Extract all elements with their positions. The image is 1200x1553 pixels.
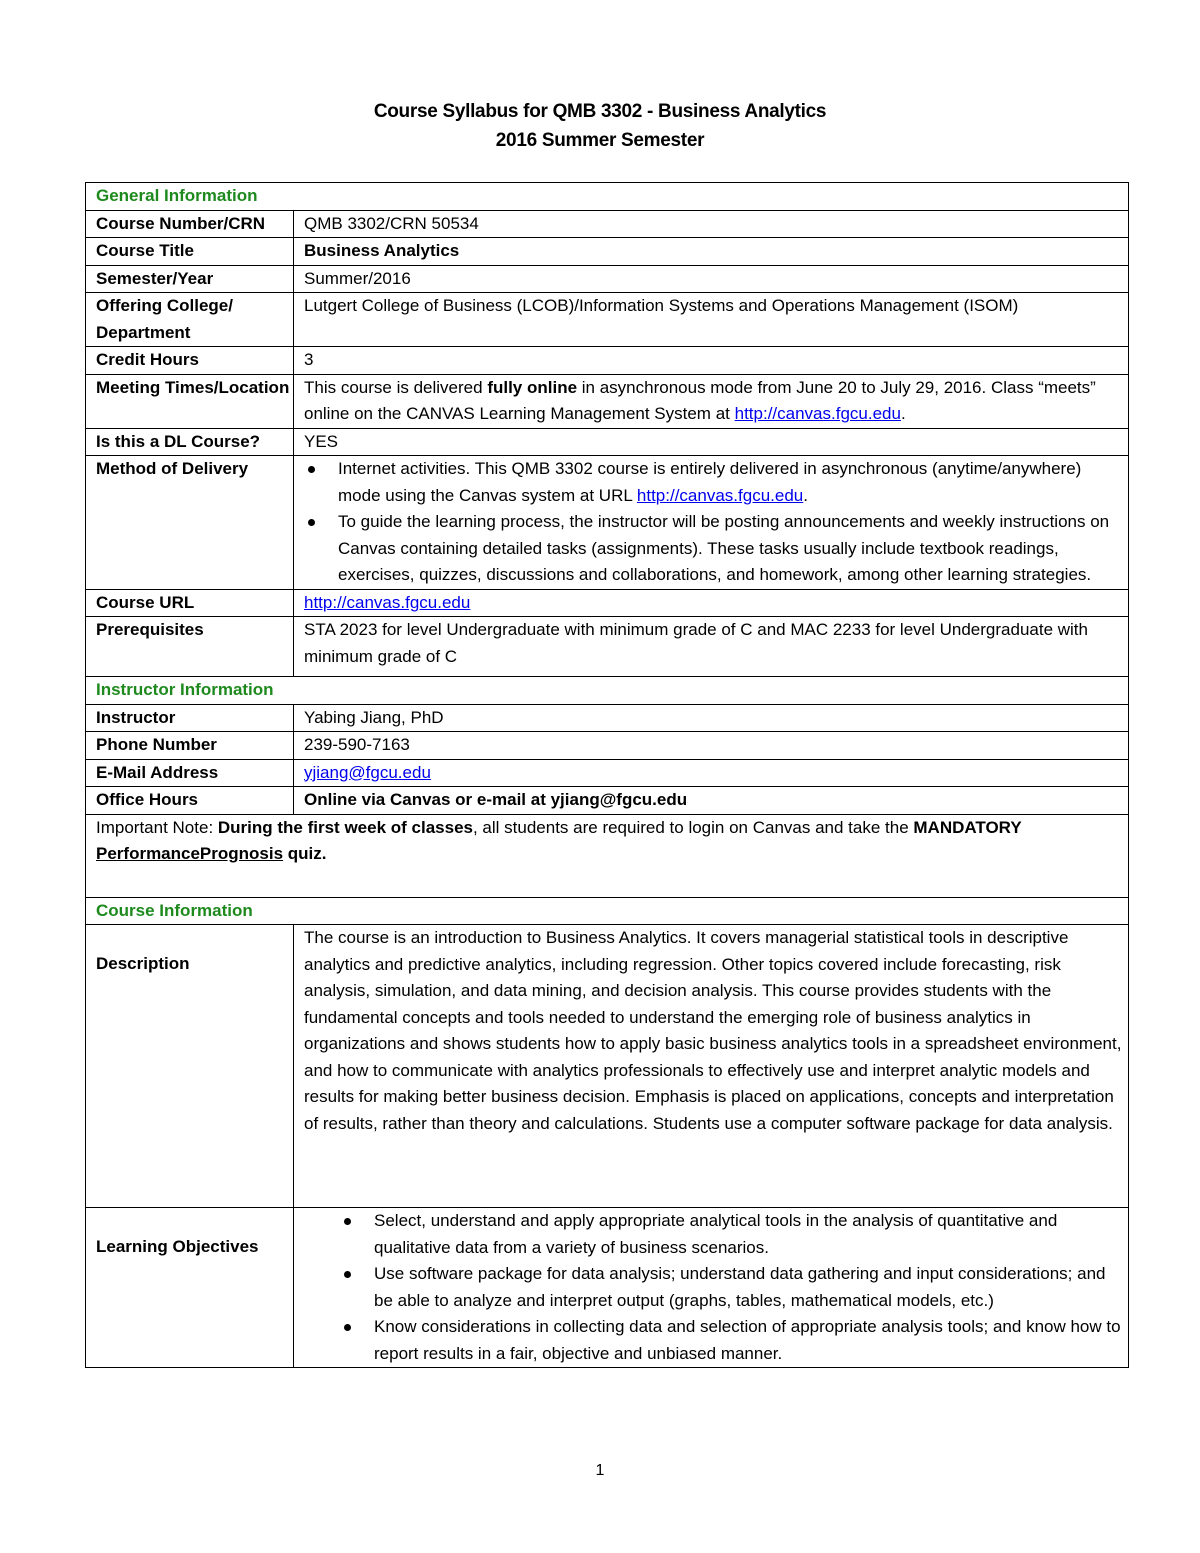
row-value <box>294 589 1129 617</box>
objectives-list <box>304 1208 1128 1367</box>
row-value: Online via Canvas or e-mail at yjiang@fgcu.edu <box>294 787 1129 815</box>
row-prerequisites <box>86 617 1129 677</box>
row-value <box>294 456 1129 590</box>
row-course-url <box>86 589 1129 617</box>
section-general-information <box>86 183 1129 211</box>
delivery-list <box>304 456 1128 589</box>
row-office-hours <box>86 787 1129 815</box>
important-note <box>86 814 1129 897</box>
row-value: Yabing Jiang, PhD <box>294 704 1129 732</box>
section-course-information <box>86 897 1129 925</box>
row-label: Semester/Year <box>86 265 294 293</box>
note-quiz-name: PerformancePrognosis <box>96 844 284 863</box>
row-label <box>86 925 294 1208</box>
canvas-link[interactable]: http://canvas.fgcu.edu <box>734 404 901 423</box>
row-label: Office Hours <box>86 787 294 815</box>
note-bold: During the first week of classes <box>217 817 473 837</box>
page-title: Course Syllabus for QMB 3302 - Business Analytics <box>373 101 827 122</box>
row-instructor <box>86 704 1129 732</box>
row-label: Credit Hours <box>86 347 294 375</box>
meeting-end: . <box>900 404 906 423</box>
page-subtitle: 2016 Summer Semester <box>495 130 705 151</box>
meeting-bold: fully online <box>487 377 578 397</box>
row-value: 3 <box>294 347 1129 375</box>
canvas-link[interactable]: http://canvas.fgcu.edu <box>636 485 804 505</box>
list-item: To guide the learning process, the instructor will be posting announcements and weekly instructions on Canvas containing detailed tasks (assignments). These tasks usually include textbook readings, exercises, quizzes, discussions and collaborations, and homework, among other learning strategies. <box>304 509 1128 589</box>
row-course-number <box>86 210 1129 238</box>
section-heading: Instructor Information <box>86 677 1129 705</box>
objectives-label: Learning Objectives <box>96 1237 259 1256</box>
row-method-of-delivery <box>86 456 1129 590</box>
row-label: Prerequisites <box>86 617 294 677</box>
row-label: Method of Delivery <box>86 456 294 590</box>
row-value: The course is an introduction to Business Analytics. It covers managerial statistical tools in descriptive analytics and predictive analytics, including regression. Other topics covered include forecasting, risk analysis, simulation, and data mining, and decision analysis. This course provides students with the fundamental concepts and tools needed to understand the emerging role of business analytics in organizations and shows students how to apply basic business analytics tools in a spreadsheet environment, and how to communicate with analytics professionals to effectively use and interpret analytic models and results for making better business decision. Emphasis is placed on applications, concepts and interpretation of results, rather than theory and calculations. Students use a computer software package for data analysis. <box>294 925 1129 1208</box>
row-important-note <box>86 814 1129 897</box>
row-value: 239-590-7163 <box>294 732 1129 760</box>
email-link[interactable]: yjiang@fgcu.edu <box>304 762 431 782</box>
row-label: Offering College/ Department <box>86 293 294 347</box>
note-mandatory: MANDATORY <box>913 817 1022 837</box>
row-label: Course Number/CRN <box>86 210 294 238</box>
row-value <box>294 759 1129 787</box>
row-offering-college <box>86 293 1129 347</box>
row-label: Phone Number <box>86 732 294 760</box>
note-end: quiz. <box>283 844 327 863</box>
row-learning-objectives <box>86 1208 1129 1368</box>
description-label: Description <box>96 954 190 973</box>
row-value <box>294 1208 1129 1368</box>
row-value: STA 2023 for level Undergraduate with minimum grade of C and MAC 2233 for level Undergraduate with minimum grade of C <box>294 617 1129 677</box>
syllabus-table <box>85 182 1129 1368</box>
list-item <box>304 456 1128 509</box>
row-value: YES <box>294 428 1129 456</box>
row-label: Course URL <box>86 589 294 617</box>
section-heading: General Information <box>86 183 1129 211</box>
row-phone <box>86 732 1129 760</box>
list-item-end: . <box>803 485 808 505</box>
row-dl-course <box>86 428 1129 456</box>
row-value: QMB 3302/CRN 50534 <box>294 210 1129 238</box>
page-number: 1 <box>595 1462 605 1479</box>
row-value: Business Analytics <box>294 238 1129 266</box>
note-prefix: Important Note: <box>96 817 218 837</box>
row-course-title <box>86 238 1129 266</box>
row-label: Is this a DL Course? <box>86 428 294 456</box>
section-heading: Course Information <box>86 897 1129 925</box>
list-item-text: Internet activities. This QMB 3302 course is entirely delivered in asynchronous (anytime/anywhere) mode using the Canvas system at URL <box>338 459 1082 505</box>
note-text: , all students are required to login on Canvas and take the <box>472 817 914 837</box>
list-item: Select, understand and apply appropriate analytical tools in the analysis of quantitative and qualitative data from a variety of business scenarios. <box>304 1208 1128 1261</box>
list-item: Use software package for data analysis; understand data gathering and input considerations; and be able to analyze and interpret output (graphs, tables, mathematical models, etc.) <box>304 1261 1128 1314</box>
section-instructor-information <box>86 677 1129 705</box>
row-credit-hours <box>86 347 1129 375</box>
row-label <box>86 1208 294 1368</box>
course-url-link[interactable]: http://canvas.fgcu.edu <box>304 592 471 612</box>
row-label: Meeting Times/Location <box>86 374 294 428</box>
row-label: Instructor <box>86 704 294 732</box>
row-value <box>294 374 1129 428</box>
meeting-text-2: in asynchronous mode from June 20 to July 29, 2016. Class “meets” online on the CANVAS Learning Management System at <box>304 377 1096 423</box>
row-value: Lutgert College of Business (LCOB)/Information Systems and Operations Management (ISOM) <box>294 293 1129 347</box>
meeting-text: This course is delivered <box>304 377 488 397</box>
list-item: Know considerations in collecting data and selection of appropriate analysis tools; and know how to report results in a fair, objective and unbiased manner. <box>304 1314 1128 1367</box>
row-email <box>86 759 1129 787</box>
row-meeting-times <box>86 374 1129 428</box>
row-label: E-Mail Address <box>86 759 294 787</box>
row-label: Course Title <box>86 238 294 266</box>
row-semester <box>86 265 1129 293</box>
row-value: Summer/2016 <box>294 265 1129 293</box>
row-description <box>86 925 1129 1208</box>
